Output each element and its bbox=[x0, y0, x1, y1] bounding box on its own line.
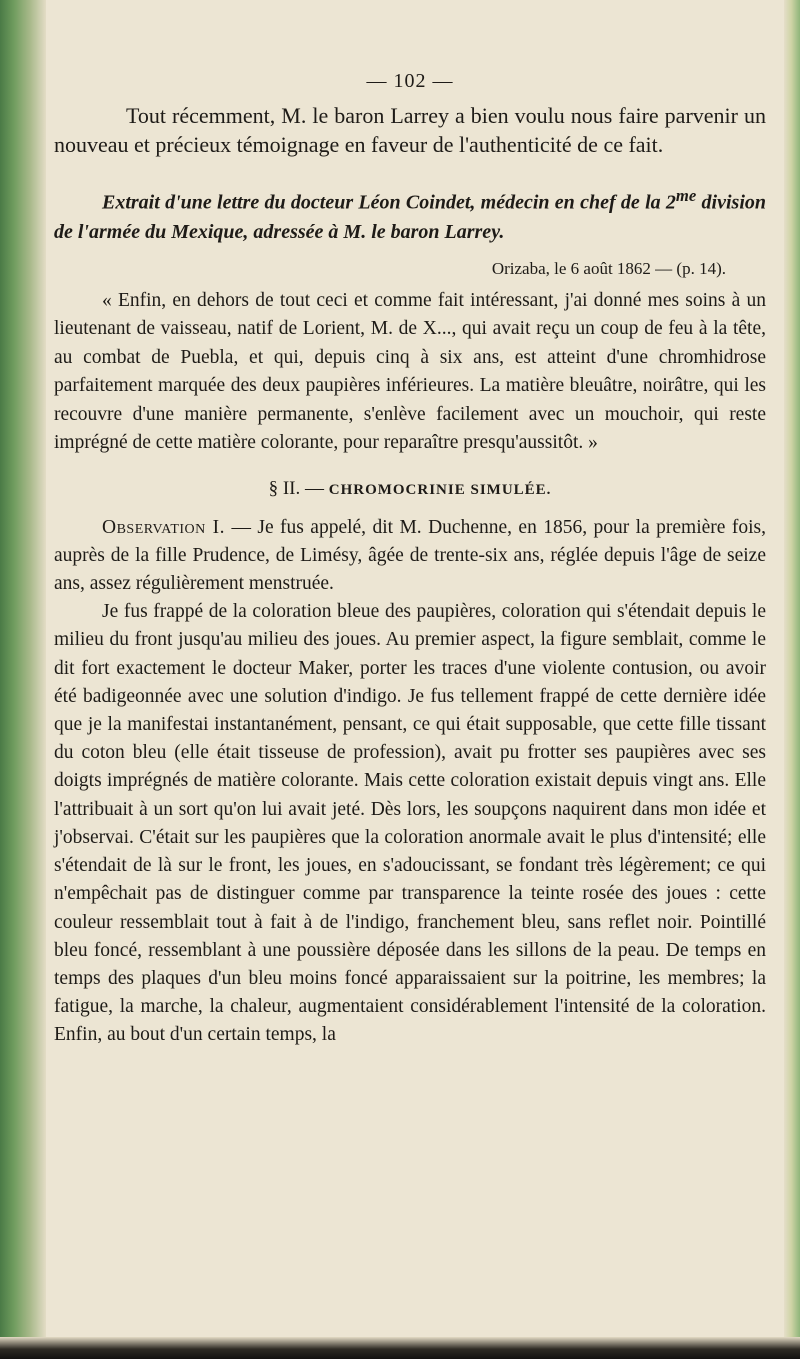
extract-heading-ordinal-suffix: me bbox=[675, 186, 697, 205]
main-paragraph: Je fus frappé de la coloration bleue des paupières, coloration qui s'étendait depuis le milieu du front jusqu'au milieu des joues. Au premier aspect, la figure semblait, comme le dit fort exactement le docteur Maker, porter les traces d'une violente contusion, ou avoir été badigeonnée avec une solution d'indigo. Je fus tellement frappé de cette dernière idée que je la manifestai instantanément, pensant, ce qui était supposable, que cette fille tissant du coton bleu (elle était tisseuse de profession), avait pu frotter ses paupières avec ses doigts imprégnés de matière colorante. Mais cette coloration existait depuis vingt ans. Elle l'attribuait à un sort qu'on lui avait jeté. Dès lors, les soupçons naquirent dans mon idée et j'observai. C'était sur les paupières que la coloration anormale avait le plus d'intensité; elle s'étendait de là sur le front, les joues, en s'adoucissant, se fondant très légèrement; ce qui n'empêchait pas de distinguer comme par transparence la teinte rosée des joues : cette couleur ressemblait tout à fait à de l'indigo, franchement bleu, sans reflet noir. Pointillé bleu foncé, ressemblant à une poussière déposée dans les sillons de la peau. De temps en temps des plaques d'un bleu moins foncé apparaissaient sur la poitrine, les membres; la fatigue, la marche, la chaleur, augmentaient considérablement l'intensité de la coloration. Enfin, au bout d'un certain temps, la bbox=[54, 601, 766, 1046]
quoted-letter-paragraph: « Enfin, en dehors de tout ceci et comme fait intéressant, j'ai donné mes soins à un lieutenant de vaisseau, natif de Lorient, M. de X..., qui avait reçu un coup de feu à la tête, au combat de Puebla, et qui, depuis cinq à six ans, est atteint d'une chromhidrose parfaitement marquée des deux paupières inférieures. La matière bleuâtre, noirâtre, qui les recouvre d'une manière permanente, s'enlève facilement avec un mouchoir, qui reste imprégné de cette matière colorante, pour reparaître presqu'aussitôt. » bbox=[54, 289, 766, 454]
section-title: CHROMOCRINIE SIMULÉE. bbox=[328, 481, 552, 498]
extract-heading-ordinal: 2 bbox=[665, 191, 676, 214]
extract-heading bbox=[54, 181, 766, 247]
observation-paragraph bbox=[54, 514, 766, 599]
observation-label: Observation I. bbox=[102, 516, 226, 538]
extract-heading-part2: division de l'armée du Mexique, adressée à M. le baron Larrey. bbox=[54, 191, 766, 243]
book-binding-edge bbox=[0, 0, 46, 1359]
book-page bbox=[54, 70, 766, 1325]
intro-paragraph: Tout récemment, M. le baron Larrey a bien voulu nous faire parvenir un nouveau et précieux témoignage en faveur de l'authenticité de ce fait. bbox=[54, 103, 766, 157]
page-bottom-edge bbox=[0, 1337, 800, 1359]
extract-heading-part1: Extrait d'une lettre du docteur Léon Coindet, médecin en chef de la bbox=[102, 191, 666, 214]
place-date-line: Orizaba, le 6 août 1862 — (p. 14). bbox=[491, 258, 726, 278]
section-heading bbox=[54, 478, 766, 500]
section-mark: § II. — bbox=[268, 477, 324, 499]
observation-text: — Je fus appelé, dit M. Duchenne, en 1856, pour la première fois, auprès de la fille Prudence, de Limésy, âgée de trente-six ans, réglée depuis l'âge de seize ans, assez régulièrement menstruée. bbox=[54, 516, 766, 595]
page-right-edge bbox=[784, 0, 800, 1359]
page-number: — 102 — bbox=[366, 70, 454, 92]
